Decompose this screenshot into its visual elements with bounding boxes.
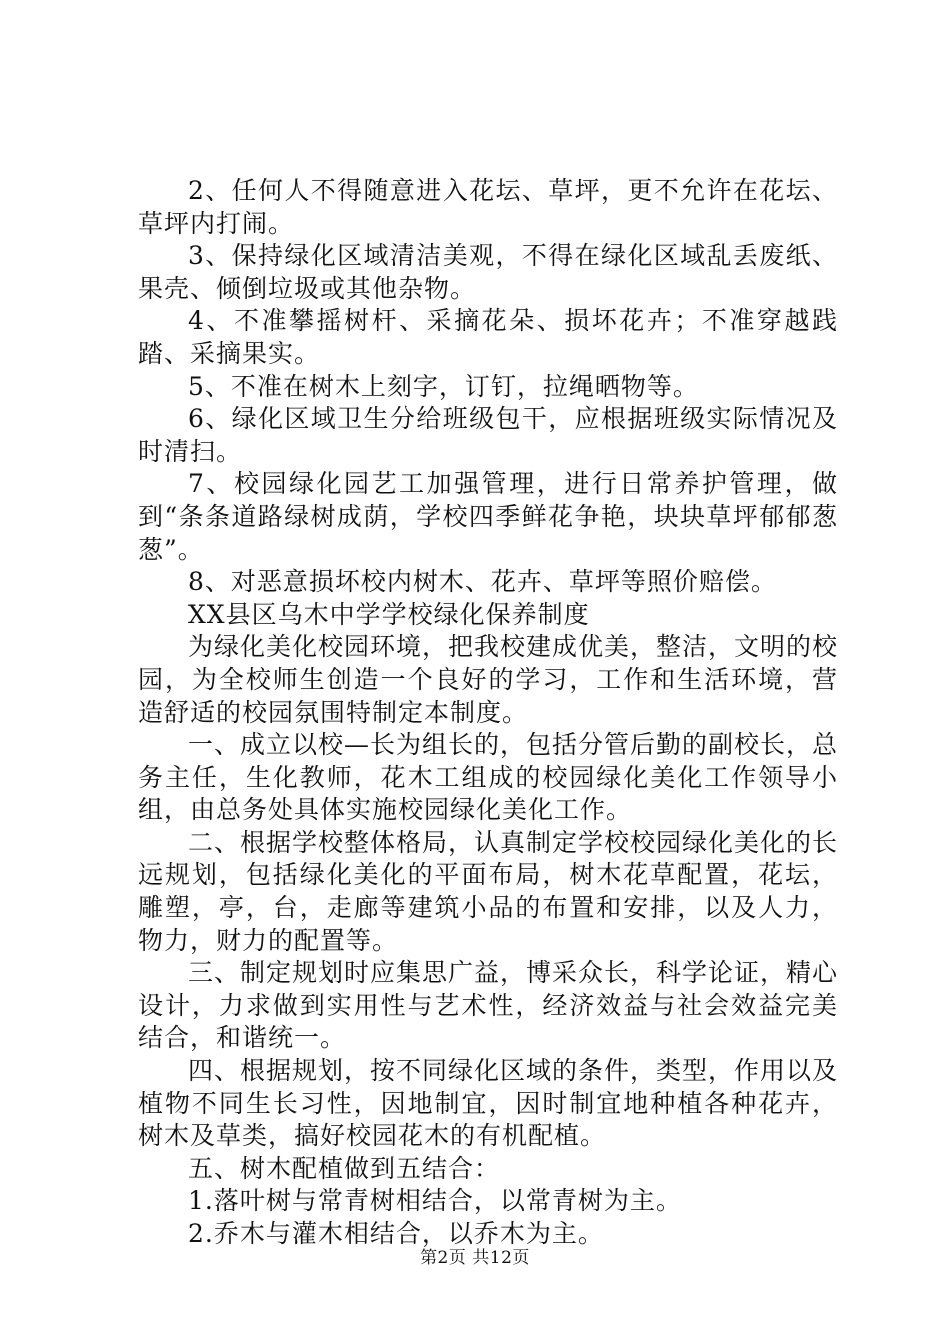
rule-6-paragraph: 6、绿化区域卫生分给班级包干，应根据班级实际情况及时清扫。 <box>138 404 838 466</box>
document-body <box>138 175 838 1251</box>
rule-4-paragraph: 4、不准攀摇树杆、采摘花朵、损坏花卉；不准穿越践踏、采摘果实。 <box>138 306 838 368</box>
rule-8-paragraph: 8、对恶意损坏校内树木、花卉、草坪等照价赔偿。 <box>188 567 777 597</box>
item-4-paragraph: 四、根据规划，按不同绿化区域的条件，类型，作用以及植物不同生长习性，因地制宜，因时制宜地种植各种花卉，树木及草类，搞好校园花木的有机配植。 <box>138 1056 839 1151</box>
page-footer: 第2页 共12页 <box>420 1248 530 1268</box>
section-title: XX县区乌木中学学校绿化保养制度 <box>188 599 590 629</box>
item-5-paragraph: 五、树木配植做到五结合： <box>188 1153 501 1183</box>
rule-7-paragraph: 7、校园绿化园艺工加强管理，进行日常养护管理，做到“条条道路绿树成荫，学校四季鲜花争艳，块块草坪郁郁葱葱”。 <box>138 469 838 564</box>
subitem-2-paragraph: 2.乔木与灌木相结合，以乔木为主。 <box>188 1219 604 1248</box>
rule-2-paragraph: 2、任何人不得随意进入花坛、草坪，更不允许在花坛、草坪内打闹。 <box>138 176 838 238</box>
subitem-1-paragraph: 1.落叶树与常青树相结合，以常青树为主。 <box>188 1186 682 1216</box>
intro-paragraph: 为绿化美化校园环境，把我校建成优美，整洁，文明的校园，为全校师生创造一个良好的学习，工作和生活环境，营造舒适的校园氛围特制定本制度。 <box>138 632 839 727</box>
item-3-paragraph: 三、制定规划时应集思广益，博采众长，科学论证，精心设计，力求做到实用性与艺术性，经济效益与社会效益完美结合，和谐统一。 <box>138 958 839 1053</box>
rule-3-paragraph: 3、保持绿化区域清洁美观，不得在绿化区域乱丢废纸、果壳、倾倒垃圾或其他杂物。 <box>138 241 838 303</box>
item-2-paragraph: 二、根据学校整体格局，认真制定学校校园绿化美化的长远规划，包括绿化美化的平面布局，树木花草配置，花坛，雕塑，亭，台，走廊等建筑小品的布置和安排，以及人力，物力，财力的配置等。 <box>138 827 839 955</box>
rule-5-paragraph: 5、不准在树木上刻字，订钉，拉绳晒物等。 <box>188 371 699 401</box>
item-1-paragraph: 一、成立以校—长为组长的，包括分管后勤的副校长，总务主任，生化教师，花木工组成的校园绿化美化工作领导小组，由总务处具体实施校园绿化美化工作。 <box>138 730 839 825</box>
